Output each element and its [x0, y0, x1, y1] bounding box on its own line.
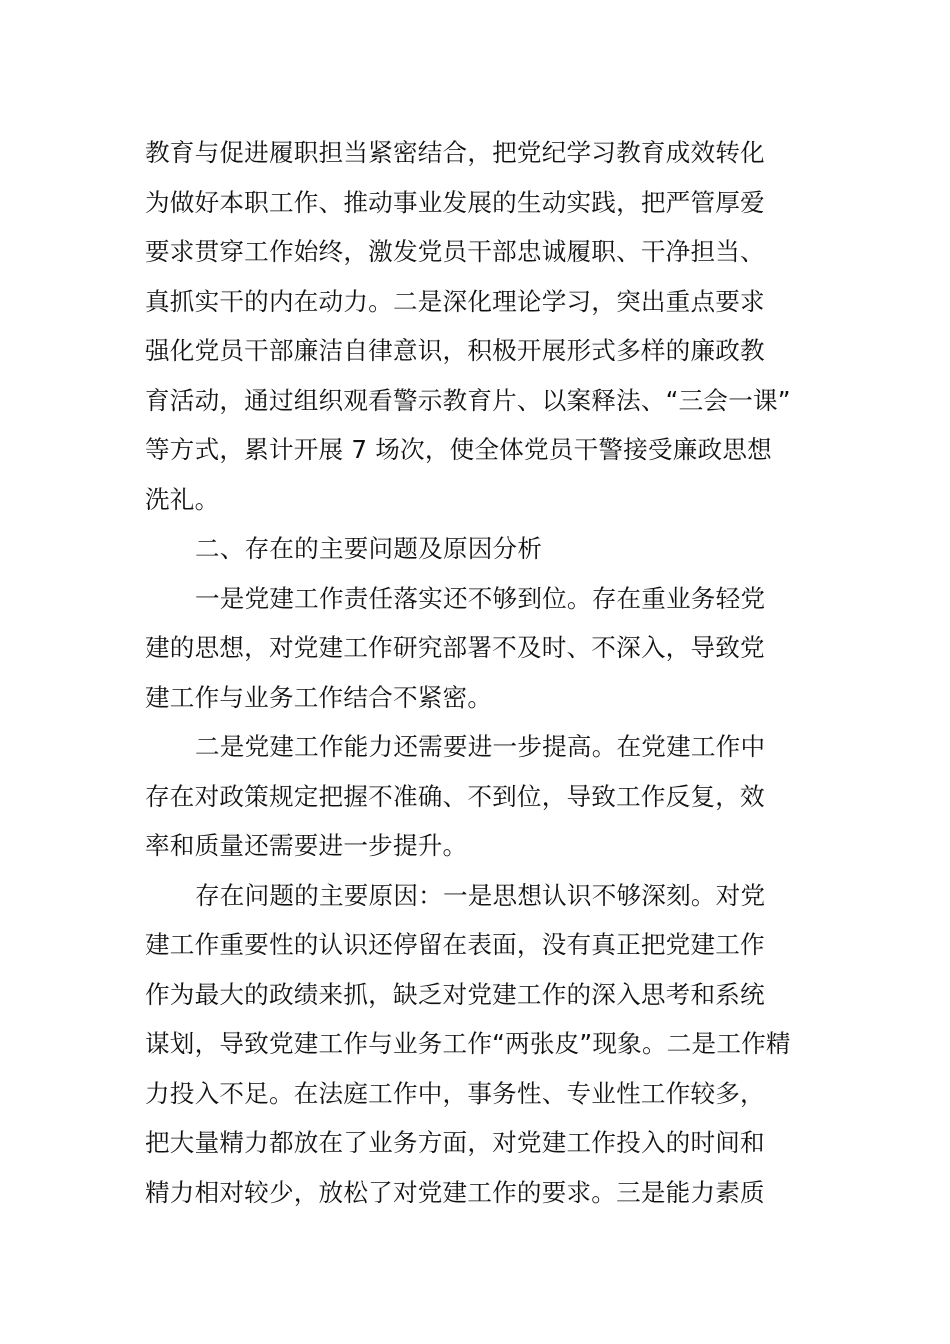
text-line: 一是党建工作责任落实还不够到位。存在重业务轻党 — [195, 583, 766, 613]
text-line: 真抓实干的内在动力。二是深化理论学习，突出重点要求 — [145, 286, 765, 316]
paragraph-3 — [145, 574, 807, 723]
text-line: 等方式，累计开展 7 场次，使全体党员干警接受廉政思想 — [145, 435, 772, 464]
section-heading — [145, 524, 807, 574]
text-line: 二是党建工作能力还需要进一步提高。在党建工作中 — [195, 732, 766, 761]
document-body — [145, 128, 807, 1217]
paragraph-1 — [145, 128, 807, 524]
text-line: 率和质量还需要进一步提升。 — [145, 831, 468, 860]
text-line: 建的思想，对党建工作研究部署不及时、不深入，导致党 — [145, 633, 765, 662]
text-line: 把大量精力都放在了业务方面，对党建工作投入的时间和 — [145, 1128, 765, 1157]
text-line: 力投入不足。在法庭工作中，事务性、专业性工作较多， — [145, 1078, 765, 1108]
text-line: 强化党员干部廉洁自律意识，积极开展形式多样的廉政教 — [145, 336, 765, 365]
text-line: 为做好本职工作、推动事业发展的生动实践，把严管厚爱 — [145, 187, 765, 217]
text-line: 精力相对较少，放松了对党建工作的要求。三是能力素质 — [145, 1177, 765, 1207]
paragraph-4 — [145, 722, 807, 871]
text-line: 建工作重要性的认识还停留在表面，没有真正把党建工作 — [145, 930, 765, 959]
text-line: 建工作与业务工作结合不紧密。 — [145, 682, 493, 712]
text-line: 谋划，导致党建工作与业务工作“两张皮”现象。二是工作精 — [145, 1029, 791, 1058]
text-line: 存在对政策规定把握不准确、不到位，导致工作反复，效 — [145, 781, 765, 811]
text-line: 要求贯穿工作始终，激发党员干部忠诚履职、干净担当、 — [145, 237, 765, 266]
text-line: 育活动，通过组织观看警示教育片、以案释法、“三会一课” — [145, 385, 791, 415]
text-line: 洗礼。 — [145, 484, 220, 514]
paragraph-5 — [145, 871, 807, 1218]
text-line: 作为最大的政绩来抓，缺乏对党建工作的深入思考和系统 — [145, 979, 765, 1009]
heading-text: 二、存在的主要问题及原因分析 — [195, 534, 543, 563]
text-line: 教育与促进履职担当紧密结合，把党纪学习教育成效转化 — [145, 138, 765, 167]
text-line: 存在问题的主要原因：一是思想认识不够深刻。对党 — [195, 880, 766, 910]
